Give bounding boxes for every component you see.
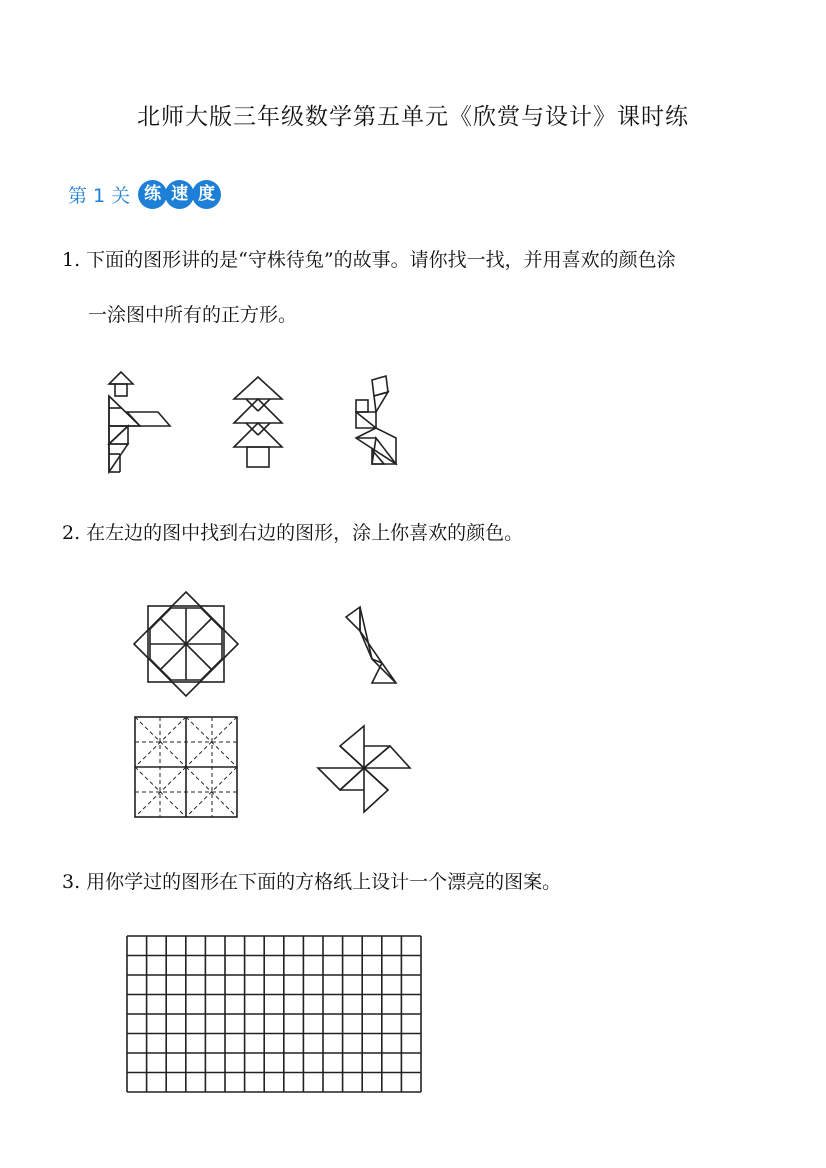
tree-tangram-figure[interactable] xyxy=(230,375,286,471)
drawing-grid[interactable] xyxy=(124,933,424,1095)
question-1-line-2: 一涂图中所有的正方形。 xyxy=(88,304,298,326)
level-label: 第 1 关 xyxy=(68,184,131,207)
section-header xyxy=(68,178,219,210)
dashed-grid-figure[interactable] xyxy=(132,714,240,820)
zigzag-shape-figure[interactable] xyxy=(338,603,402,687)
question-3: 3. 用你学过的图形在下面的方格纸上设计一个漂亮的图案。 xyxy=(62,871,562,893)
octagon-pattern-figure[interactable] xyxy=(130,588,242,700)
badge-1: 练 xyxy=(138,180,167,209)
rabbit-tangram-figure[interactable] xyxy=(348,372,400,470)
badge-3: 度 xyxy=(192,180,221,209)
pinwheel-figure[interactable] xyxy=(314,716,416,818)
question-1-line-1: 1. 下面的图形讲的是“守株待兔”的故事。请你找一找，并用喜欢的颜色涂 xyxy=(62,249,676,271)
page-title: 北师大版三年级数学第五单元《欣赏与设计》课时练 xyxy=(137,104,689,130)
bird-tangram-figure[interactable] xyxy=(100,368,180,474)
question-2: 2. 在左边的图中找到右边的图形，涂上你喜欢的颜色。 xyxy=(62,522,524,544)
badge-2: 速 xyxy=(165,180,194,209)
